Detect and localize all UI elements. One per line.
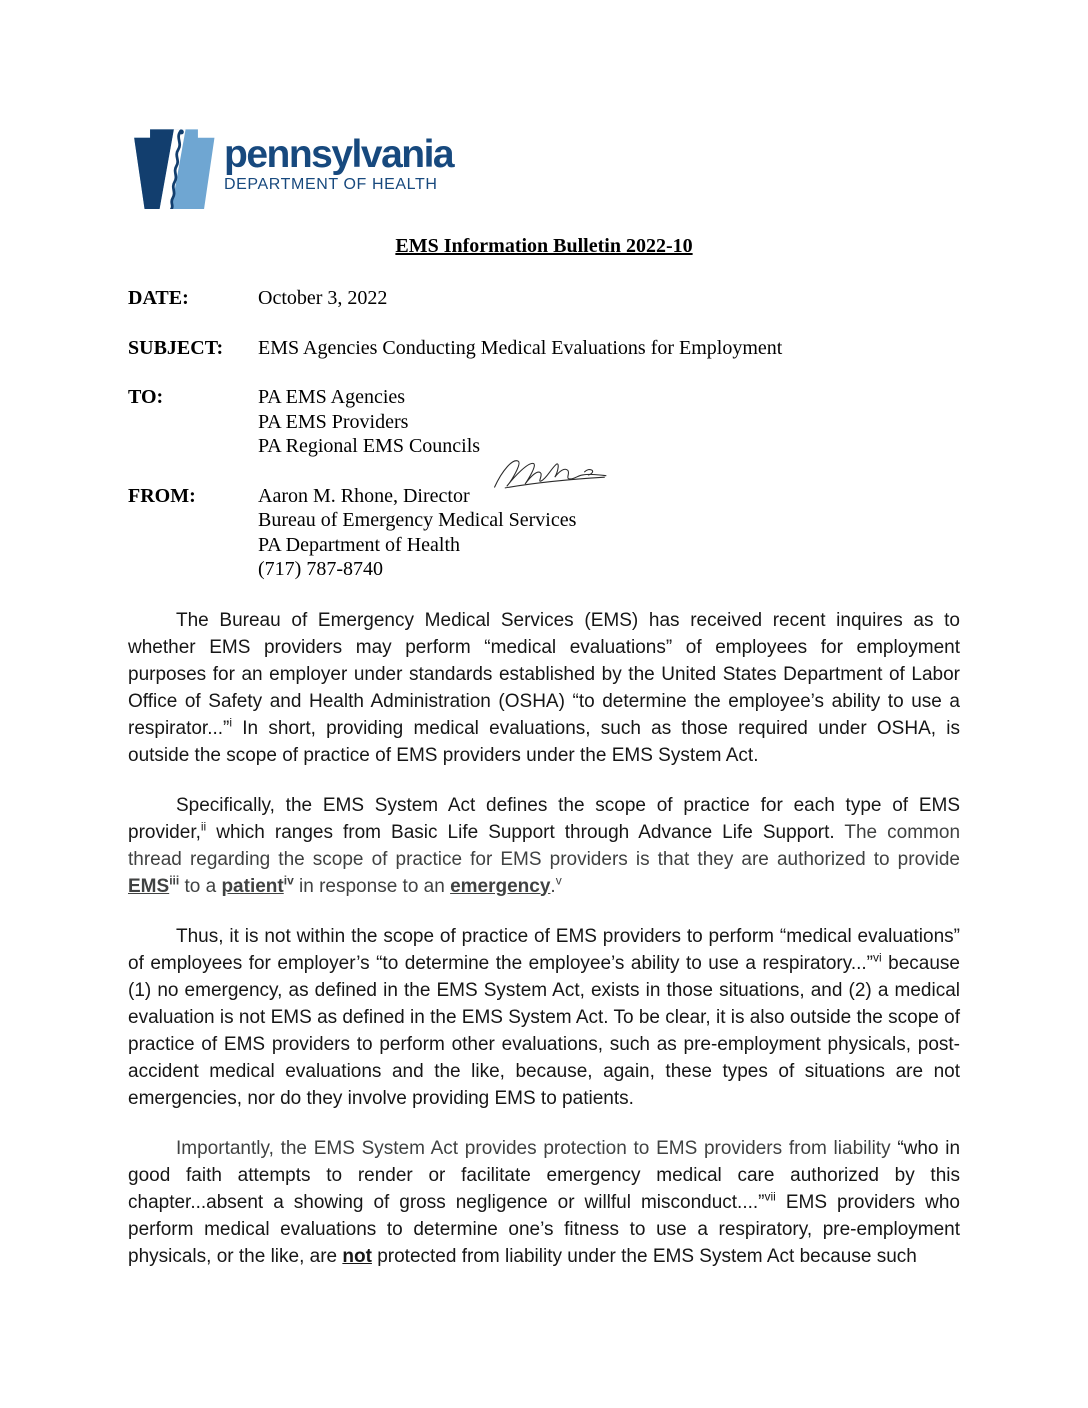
- text-segment: protected from liability under the EMS System Act because such: [371, 1245, 917, 1267]
- footnote-superscript: ii: [200, 819, 207, 834]
- logo-department: DEPARTMENT OF HEALTH: [224, 176, 438, 193]
- memo-value: [258, 286, 387, 311]
- memo-value-line: PA Department of Health: [258, 533, 461, 556]
- text-segment: .: [550, 875, 556, 897]
- paragraph: [128, 1135, 960, 1270]
- memo-value-line: PA EMS Providers: [258, 410, 409, 433]
- memo-label: SUBJECT:: [128, 336, 224, 359]
- text-segment: in response to an: [293, 875, 451, 897]
- text-segment: emergency: [450, 875, 551, 897]
- text-segment: which ranges from Basic Life Support through Advance Life Support.: [206, 821, 845, 843]
- text-segment: The Bureau of Emergency Medical Services (EMS) has received recent inquires as to whether EMS providers may perform “medical evaluations” of employees for employment purposes for an employer under standards established by the United States Department of Labor Office of Safety and Health Administration (OSHA) “to determine the employee’s ability to use a respirator...”: [128, 609, 960, 739]
- text-segment: to a: [179, 875, 222, 897]
- pa-doh-logo: [128, 123, 960, 219]
- footnote-superscript: vi: [873, 950, 882, 965]
- text-segment: “who in good faith attempts to render or facilitate emergency medical care authorized by this chapter...absent a showing of gross negligence or willful misconduct....”: [128, 1137, 961, 1213]
- memo-row-subject: [128, 336, 960, 361]
- memo-value-line: PA EMS Agencies: [258, 386, 406, 408]
- memo-value: [258, 484, 576, 582]
- memo-header: [128, 286, 960, 582]
- footnote-superscript: iii: [169, 873, 180, 888]
- text-segment: Thus, it is not within the scope of practice of EMS providers to perform “medical evaluations” of employees for employer’s “to determine the employee’s ability to use a respiratory...”: [128, 925, 960, 974]
- memo-label: TO:: [128, 386, 164, 408]
- text-segment: In short, providing medical evaluations, such as those required under OSHA, is outside the scope of practice of EMS providers under the EMS System Act.: [128, 717, 960, 766]
- memo-row-to: [128, 385, 960, 459]
- memo-value: [258, 336, 782, 361]
- memo-label: DATE:: [128, 287, 189, 309]
- keystone-caduceus-icon: [128, 123, 220, 217]
- bulletin-title: EMS Information Bulletin 2022-10: [395, 235, 693, 257]
- paragraph: [128, 923, 960, 1112]
- footnote-superscript: iv: [283, 873, 294, 888]
- signature-scribble: [490, 449, 612, 497]
- logo-wordmark: pennsylvania: [224, 133, 454, 176]
- text-segment: EMS: [128, 875, 170, 897]
- text-segment: patient: [221, 875, 284, 897]
- footnote-superscript: i: [229, 715, 233, 730]
- text-segment: because (1) no emergency, as defined in the EMS System Act, exists in those situations, and (2) a medical evaluation is not EMS as defined in the EMS System Act. To be clear, it is also outside the scope of practice of EMS providers to perform other evaluations, such as pre-employment physicals, post-accident medical evaluations and the like, because, again, these types of situations are not emergencies, nor do they involve providing EMS to patients.: [128, 952, 960, 1109]
- text-segment: not: [342, 1245, 372, 1267]
- paragraph: [128, 607, 960, 769]
- memo-value-line: (717) 787-8740: [258, 558, 383, 580]
- memo-value: [258, 385, 480, 459]
- body-paragraphs: [128, 607, 960, 1270]
- footnote-superscript: vii: [764, 1189, 776, 1204]
- memo-row-from: [128, 484, 960, 582]
- text-segment: The common thread regarding the scope of practice for EMS providers is that they are authorized to provide: [128, 821, 961, 870]
- footnote-superscript: v: [555, 873, 562, 888]
- memo-value-line: EMS Agencies Conducting Medical Evaluations for Employment: [258, 336, 783, 359]
- text-segment: EMS providers who perform medical evaluations to determine one’s fitness to use a respiratory, pre-employment physicals, or the like, are: [128, 1191, 960, 1267]
- memo-value-line: Bureau of Emergency Medical Services: [258, 509, 577, 531]
- text-segment: Importantly, the EMS System Act provides protection to EMS providers from liability: [176, 1137, 898, 1159]
- paragraph: [128, 792, 960, 900]
- memo-row-date: [128, 286, 960, 311]
- memo-value-line: PA Regional EMS Councils: [258, 435, 481, 457]
- text-segment: Specifically, the EMS System Act defines the scope of practice for each type of EMS provider,: [128, 794, 960, 843]
- memo-value-line: Aaron M. Rhone, Director: [258, 484, 470, 507]
- memo-label: FROM:: [128, 484, 196, 507]
- logo-text: [220, 123, 453, 194]
- memo-value-line: October 3, 2022: [258, 287, 388, 309]
